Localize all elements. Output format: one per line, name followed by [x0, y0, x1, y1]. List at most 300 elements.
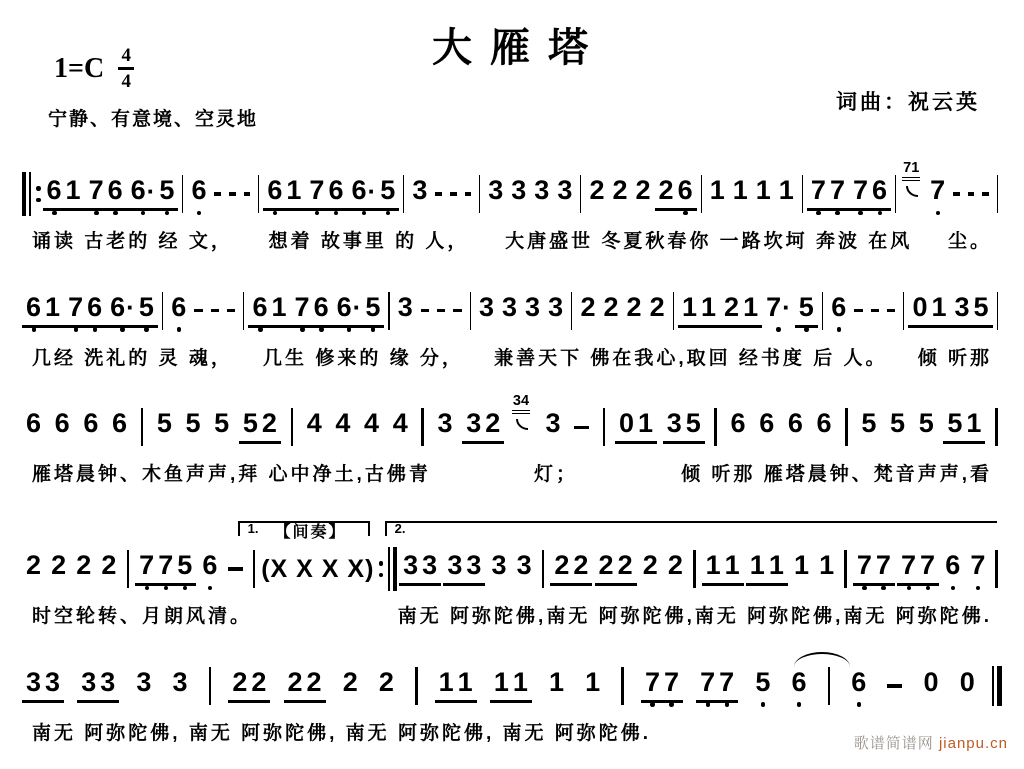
- note-digit: 0: [618, 408, 635, 439]
- volta-label: 2.: [394, 521, 406, 537]
- note-3: [515, 552, 534, 579]
- low-octave-dot: [362, 211, 367, 216]
- note-5: [753, 666, 772, 697]
- note-digit: 3: [437, 408, 453, 439]
- note-5: [155, 410, 174, 437]
- beam-group: [696, 666, 738, 703]
- low-octave-dot: [183, 586, 188, 591]
- note-5: [945, 410, 964, 437]
- barline: [995, 550, 998, 588]
- note-digit: 1: [931, 291, 947, 322]
- note-digit: 2: [658, 175, 674, 205]
- note-3: [410, 177, 429, 204]
- note-3: [98, 666, 117, 697]
- note-group: [813, 410, 836, 444]
- note-2: [578, 291, 597, 322]
- barline: [243, 292, 244, 330]
- note-5: [212, 410, 231, 437]
- note-7: [928, 177, 947, 204]
- note-group: [706, 177, 729, 211]
- note-group: [941, 552, 964, 586]
- note-group: [632, 177, 655, 211]
- note-6: [45, 177, 64, 204]
- note-digit: 3: [412, 175, 428, 205]
- notation-line: [22, 393, 1002, 454]
- note-digit: 5: [685, 408, 701, 439]
- note-digit: 3: [557, 175, 573, 205]
- beam-group: [435, 666, 477, 703]
- repeat-dot: [36, 198, 41, 203]
- note-2: [616, 552, 635, 579]
- note-group: [585, 177, 608, 211]
- note-6: [129, 177, 158, 204]
- note-3: [489, 552, 508, 579]
- note-digit: 3: [172, 666, 188, 697]
- note-group: [303, 410, 326, 444]
- low-octave-dot: [165, 211, 170, 216]
- note-group: [408, 177, 431, 211]
- note-digit: 6: [112, 408, 128, 439]
- note-digit: 6: [336, 291, 352, 322]
- note-2: [24, 552, 43, 579]
- note-6: [108, 291, 137, 323]
- note-2: [571, 552, 590, 579]
- low-octave-dot: [141, 211, 146, 216]
- note-digit: 1: [819, 550, 835, 581]
- final-barline: [992, 666, 1002, 706]
- duration-dash: [421, 309, 429, 313]
- note-digit: 1: [271, 291, 287, 322]
- note-group: [847, 666, 870, 703]
- augmentation-dot: ·: [367, 175, 377, 206]
- duration-dash: [194, 309, 202, 313]
- note-digit: 3: [397, 291, 413, 322]
- lyric-segment: 倾 听那 雁塔晨钟、梵音声声,看: [681, 464, 992, 486]
- beam-group: [795, 291, 818, 328]
- note-6: [829, 291, 848, 322]
- note-digit: 1: [549, 666, 565, 697]
- note-digit: 6: [107, 175, 123, 205]
- beam-group: [135, 552, 196, 586]
- beam-group: [663, 410, 705, 444]
- note-digit: 3: [525, 291, 541, 322]
- note-digit: 2: [724, 291, 740, 322]
- note-5: [363, 291, 382, 322]
- note-7: [137, 552, 156, 579]
- song-title: 大 雁 塔: [432, 25, 592, 70]
- note-3: [464, 410, 483, 437]
- note-digit: 7: [309, 175, 325, 205]
- tie-arc: [794, 652, 850, 667]
- note-2: [249, 666, 268, 697]
- note-2: [641, 552, 660, 579]
- note-digit: 2: [76, 550, 92, 581]
- augmentation-dot: ·: [126, 292, 135, 323]
- low-octave-dot: [145, 586, 150, 591]
- note-1: [43, 291, 62, 322]
- duration-dash: [227, 309, 235, 313]
- note-group: [790, 552, 813, 586]
- note-2: [99, 552, 118, 579]
- augmentation-dot: ·: [782, 292, 791, 323]
- notation-line: [22, 542, 1002, 596]
- note-group: [545, 666, 568, 703]
- thin-barline: [992, 666, 994, 706]
- barline: [258, 175, 259, 213]
- low-octave-dot: [857, 702, 862, 707]
- note-group: [784, 410, 807, 444]
- note-digit: 2: [342, 666, 358, 697]
- note-digit: 5: [242, 408, 258, 439]
- note-group: [167, 291, 190, 328]
- note-digit: 6: [945, 550, 961, 581]
- note-group: [956, 666, 979, 703]
- note-3: [420, 552, 439, 579]
- note-digit: 1: [749, 550, 765, 581]
- note-1: [456, 666, 475, 697]
- lyrics-line: [22, 463, 1002, 488]
- note-3: [546, 291, 565, 322]
- beam-group: [291, 291, 333, 328]
- low-octave-dot: [761, 702, 766, 707]
- beam-group: [490, 666, 532, 703]
- note-7: [855, 552, 874, 579]
- low-octave-dot: [144, 327, 149, 332]
- note-7: [643, 666, 662, 697]
- grace-note: [900, 160, 926, 216]
- note-digit: 6: [26, 408, 42, 439]
- note-7: [698, 666, 717, 697]
- barline: [701, 175, 702, 213]
- barline: [802, 175, 803, 213]
- note-1: [777, 177, 796, 204]
- low-octave-dot: [208, 586, 213, 591]
- barline: [162, 292, 163, 330]
- note-7: [662, 666, 681, 697]
- low-octave-dot: [858, 211, 863, 216]
- barline: [580, 175, 581, 213]
- watermark: [854, 732, 1008, 753]
- note-digit: 6: [328, 175, 344, 205]
- note-3: [134, 666, 153, 697]
- note-group: [22, 552, 45, 586]
- note-7: [307, 177, 326, 204]
- lyric-segment: 兼善天下 佛在我心,取回 经书度 后 人。: [494, 347, 888, 369]
- duration-dash: [887, 684, 902, 688]
- beam-group: [443, 552, 485, 586]
- note-1: [723, 552, 742, 579]
- beam-group: [951, 291, 993, 328]
- note-digit: 6: [267, 175, 283, 205]
- note-1: [699, 291, 718, 322]
- lyric-segment: 几生 修来的 缘 分，: [263, 347, 464, 369]
- lyric-segment: 灯；: [533, 464, 578, 486]
- note-digit: 2: [642, 550, 658, 581]
- beam-group: [305, 177, 347, 211]
- note-1: [704, 552, 723, 579]
- low-octave-dot: [804, 327, 809, 332]
- note-group: [108, 410, 131, 444]
- thick-barline: [393, 547, 397, 591]
- note-digit: 6: [759, 408, 775, 439]
- note-digit: 1: [724, 550, 740, 581]
- note-digit: 5: [365, 291, 381, 322]
- low-octave-dot: [881, 586, 886, 591]
- thin-barline: [29, 172, 31, 216]
- beam-group: [746, 552, 788, 586]
- note-digit: 7: [920, 550, 936, 581]
- note-5: [184, 410, 203, 437]
- low-octave-dot: [334, 211, 339, 216]
- note-digit: 2: [485, 408, 501, 439]
- beam-group: [284, 666, 326, 703]
- barline: [209, 667, 212, 705]
- note-5: [175, 552, 194, 579]
- beam-group: [550, 552, 592, 586]
- note-group: [47, 552, 70, 586]
- note-digit: 3: [478, 291, 494, 322]
- note-digit: 0: [912, 291, 928, 322]
- note-group: [623, 291, 646, 328]
- lyric-segment: 倾 听那: [917, 347, 992, 369]
- note-6: [676, 177, 695, 204]
- note-7: [899, 552, 918, 579]
- music-system-1: [22, 160, 1002, 255]
- note-2: [587, 177, 606, 204]
- note-digit: 5: [918, 408, 934, 439]
- note-2: [483, 410, 502, 437]
- barline: [415, 667, 418, 705]
- low-octave-dot: [835, 211, 840, 216]
- note-digit: 7: [719, 666, 735, 697]
- note-1: [64, 177, 83, 204]
- note-digit: 7: [68, 291, 84, 322]
- note-7: [851, 177, 870, 204]
- note-6: [250, 291, 269, 322]
- score-header: [0, 0, 1024, 138]
- note-group: [827, 291, 850, 328]
- note-digit: 3: [545, 408, 561, 439]
- note-2: [602, 291, 621, 322]
- note-3: [445, 552, 464, 579]
- note-digit: 6: [83, 408, 99, 439]
- notation-line: [22, 160, 1002, 221]
- note-0: [922, 666, 941, 697]
- note-group: [608, 177, 631, 211]
- note-3: [486, 177, 505, 204]
- note-digit: 3: [516, 550, 532, 581]
- note-6: [110, 410, 129, 437]
- note-1: [964, 410, 983, 437]
- key-time-signature: [54, 46, 134, 91]
- barline: [822, 292, 823, 330]
- note-digit: 1: [512, 666, 528, 697]
- note-1: [929, 291, 948, 322]
- note-digit: 2: [649, 291, 665, 322]
- note-2: [377, 666, 396, 697]
- note-6: [349, 177, 378, 204]
- note-3: [43, 666, 62, 697]
- note-3: [464, 552, 483, 579]
- note-digit: 5: [890, 408, 906, 439]
- note-3: [477, 291, 496, 322]
- note-6: [757, 410, 776, 437]
- note-digit: 3: [502, 291, 518, 322]
- note-group: [375, 666, 398, 703]
- duration-dash: [214, 192, 221, 196]
- note-digit: 7: [158, 550, 174, 581]
- note-group: [639, 552, 662, 586]
- note-digit: 6: [831, 291, 847, 322]
- beam-group: [807, 177, 849, 211]
- note-group: [513, 552, 536, 586]
- note-6: [786, 410, 805, 437]
- note-digit: 2: [378, 666, 394, 697]
- note-group: [787, 666, 810, 703]
- beam-group: [655, 177, 697, 211]
- low-octave-dot: [315, 211, 320, 216]
- note-1: [511, 666, 530, 697]
- note-6: [24, 410, 43, 437]
- note-3: [396, 291, 415, 322]
- note-group: [498, 291, 521, 328]
- lyric-segment: 雁塔晨钟、木鱼声声,拜 心中净土,古佛青: [32, 464, 431, 486]
- note-2: [74, 552, 93, 579]
- note-1: [270, 291, 289, 322]
- note-group: [886, 410, 909, 444]
- low-octave-dot: [706, 702, 711, 707]
- repeat-dots: [379, 561, 384, 577]
- duration-dash: [229, 192, 236, 196]
- open-repeat-barline: [22, 172, 43, 216]
- note-digit: 6: [816, 408, 832, 439]
- note-digit: 7: [766, 291, 782, 322]
- barline: [403, 175, 404, 213]
- note-1: [636, 410, 655, 437]
- beam-group: [228, 666, 270, 703]
- low-octave-dot: [74, 327, 79, 332]
- note-digit: 7: [829, 175, 845, 205]
- low-octave-dot: [32, 327, 37, 332]
- low-octave-dot: [94, 211, 99, 216]
- barline: [291, 408, 294, 446]
- note-group: [544, 291, 567, 328]
- note-digit: 4: [392, 408, 408, 439]
- note-digit: 6: [54, 408, 70, 439]
- note-5: [684, 410, 703, 437]
- music-system-2: [22, 284, 1002, 372]
- low-octave-dot: [273, 211, 278, 216]
- barline: [603, 408, 606, 446]
- beam-group: [22, 666, 64, 703]
- note-6: [169, 291, 188, 322]
- note-group: [434, 410, 457, 444]
- expression-marking: 宁静、有意境、空灵地: [48, 109, 259, 130]
- note-1: [284, 177, 303, 204]
- note-group: [926, 177, 949, 211]
- note-digit: 2: [667, 550, 683, 581]
- note-digit: 5: [973, 291, 989, 322]
- note-digit: 2: [573, 550, 589, 581]
- duration-dash: [437, 309, 445, 313]
- note-digit: 1: [585, 666, 601, 697]
- note-4: [305, 410, 324, 437]
- low-octave-dot: [93, 327, 98, 332]
- note-digit: 2: [589, 175, 605, 205]
- low-octave-dot: [197, 211, 202, 216]
- note-1: [708, 177, 727, 204]
- note-5: [157, 177, 176, 204]
- note-7: [828, 177, 847, 204]
- note-1: [680, 291, 699, 322]
- beam-group: [22, 291, 64, 328]
- note-group: [920, 666, 943, 703]
- beam-group: [64, 291, 106, 328]
- note-2: [552, 552, 571, 579]
- note-1: [792, 552, 811, 579]
- notation-line: [22, 659, 1002, 713]
- barline: [895, 175, 896, 213]
- beam-group: [702, 552, 744, 586]
- note-2: [260, 410, 279, 437]
- low-octave-dot: [837, 327, 842, 332]
- thick-barline: [22, 172, 26, 216]
- note-digit: 1: [709, 175, 725, 205]
- barline: [253, 550, 256, 588]
- note-5: [917, 410, 936, 437]
- low-octave-dot: [816, 211, 821, 216]
- note-1: [817, 552, 836, 579]
- note-2: [305, 666, 324, 697]
- note-digit: 5: [156, 408, 172, 439]
- note-digit: 6: [191, 175, 207, 205]
- note-digit: 4: [306, 408, 322, 439]
- beam-group: [106, 291, 158, 328]
- duration-dash: [854, 309, 862, 313]
- lyric-segment: 南无 阿弥陀佛,南无 阿弥陀佛,南无 阿弥陀佛,南无 阿弥陀佛.: [397, 606, 992, 628]
- note-1: [437, 666, 456, 697]
- note-5: [378, 177, 397, 204]
- note-digit: 3: [81, 666, 97, 697]
- beam-group: [462, 410, 504, 444]
- note-6: [849, 666, 868, 697]
- low-octave-dot: [683, 211, 688, 216]
- note-group: [360, 410, 383, 444]
- note-group: [79, 410, 102, 444]
- note-0: [958, 666, 977, 697]
- note-digit: 2: [261, 408, 277, 439]
- note-digit: 7: [875, 550, 891, 581]
- note-group: [153, 410, 176, 444]
- note-7: [293, 291, 312, 322]
- note-group: [576, 291, 599, 328]
- note-group: [507, 177, 530, 211]
- note-digit: 1: [65, 175, 81, 205]
- beam-group: [720, 291, 762, 328]
- note-digit: 2: [51, 550, 67, 581]
- time-signature: [118, 46, 134, 91]
- note-digit: 5: [380, 175, 396, 205]
- note-6: [24, 291, 43, 322]
- note-4: [391, 410, 410, 437]
- barline: [995, 408, 998, 446]
- note-group: [210, 410, 233, 444]
- note-group: [97, 552, 120, 586]
- lyric-segment: 大唐盛世 冬夏秋春你 一路坎坷 奔波 在风: [505, 231, 913, 252]
- note-3: [665, 410, 684, 437]
- beam-group: [333, 291, 385, 328]
- note-3: [436, 410, 455, 437]
